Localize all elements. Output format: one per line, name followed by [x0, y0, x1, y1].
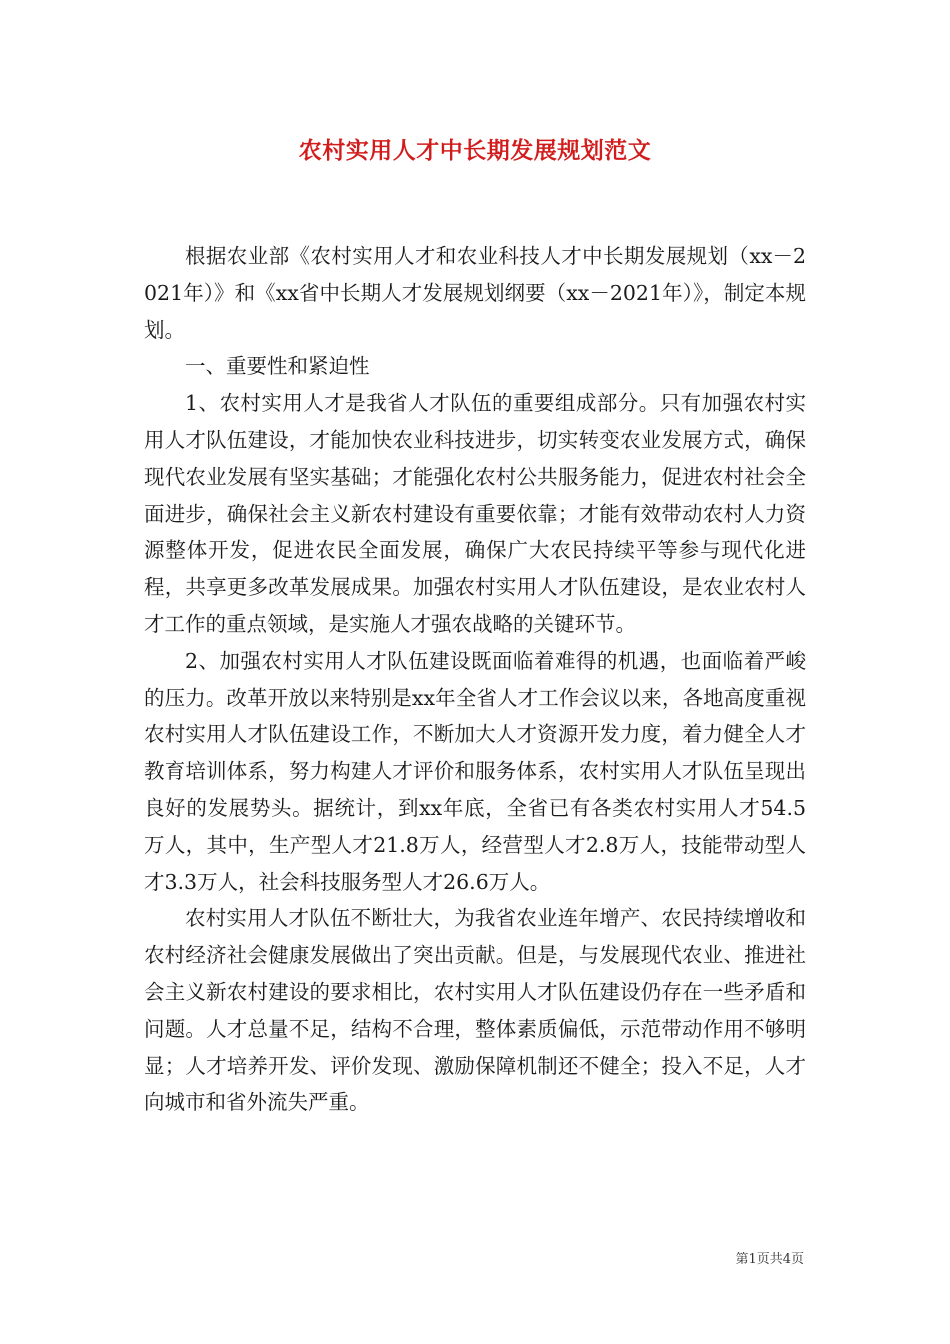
section-heading: 一、重要性和紧迫性 [185, 354, 370, 379]
document-title: 农村实用人才中长期发展规划范文 [298, 137, 652, 164]
paragraph-point-1: 1、农村实用人才是我省人才队伍的重要组成部分。只有加强农村实用人才队伍建设，才能加快农业科技进步，切实转变农业发展方式，确保现代农业发展有坚实基础；才能强化农村公共服务能力，促进农村社会全面进步，确保社会主义新农村建设有重要依靠；才能有效带动农村人力资源整体开发，促进农民全面发展，确保广大农民持续平等参与现代化进程，共享更多改革发展成果。加强农村实用人才队伍建设，是农业农村人才工作的重点领域，是实施人才强农战略的关键环节。 [144, 391, 806, 636]
paragraph-intro: 根据农业部《农村实用人才和农业科技人才中长期发展规划（xx－2021年）》和《xx省中长期人才发展规划纲要（xx－2021年）》，制定本规划。 [144, 244, 806, 342]
paragraph-point-2: 2、加强农村实用人才队伍建设既面临着难得的机遇，也面临着严峻的压力。改革开放以来特别是xx年全省人才工作会议以来，各地高度重视农村实用人才队伍建设工作，不断加大人才资源开发力度，着力健全人才教育培训体系，努力构建人才评价和服务体系，农村实用人才队伍呈现出良好的发展势头。据统计，到xx年底，全省已有各类农村实用人才54.5万人，其中，生产型人才21.8万人，经营型人才2.8万人，技能带动型人才3.3万人，社会科技服务型人才26.6万人。 [144, 648, 806, 894]
page-number-footer: 第1页共4页 [735, 1252, 804, 1267]
document-body [144, 238, 806, 1121]
paragraph-problems: 农村实用人才队伍不断壮大，为我省农业连年增产、农民持续增收和农村经济社会健康发展做出了突出贡献。但是，与发展现代农业、推进社会主义新农村建设的要求相比，农村实用人才队伍建设仍存在一些矛盾和问题。人才总量不足，结构不合理，整体素质偏低，示范带动作用不够明显；人才培养开发、评价发现、激励保障机制还不健全；投入不足，人才向城市和省外流失严重。 [144, 906, 806, 1115]
